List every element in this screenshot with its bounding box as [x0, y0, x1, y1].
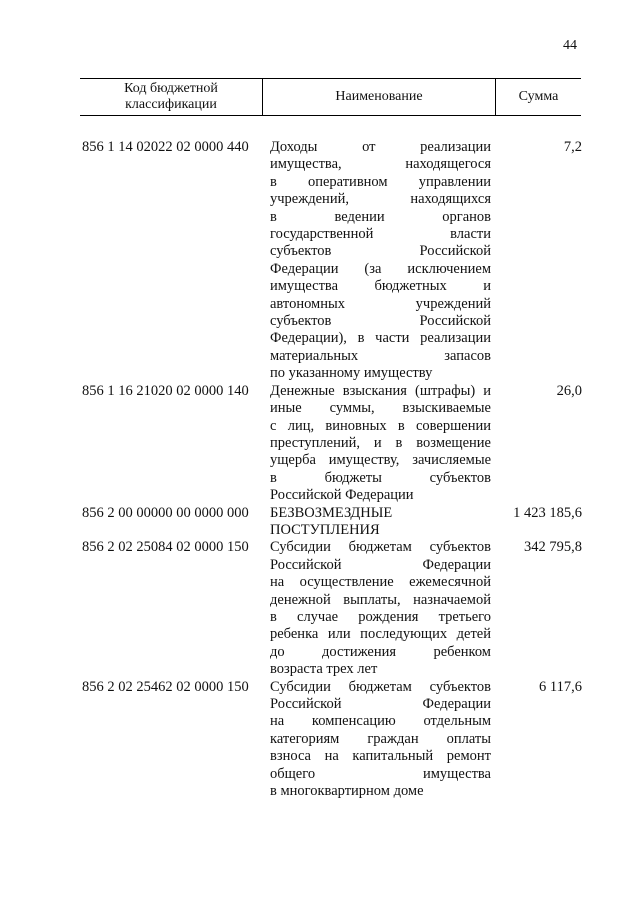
budget-code: 856 2 00 00000 00 0000 000 — [82, 504, 249, 521]
table-row — [0, 679, 640, 801]
item-name-line: на компенсацию отдельным — [270, 713, 491, 730]
item-name-line: преступлений, и в возмещение — [270, 434, 491, 451]
item-name-line: ПОСТУПЛЕНИЯ — [270, 521, 380, 538]
header-code-line2: классификации — [125, 97, 217, 112]
item-name-line: в случае рождения третьего — [270, 608, 491, 625]
table-row — [0, 139, 640, 383]
item-name — [270, 383, 491, 505]
item-name-line: до достижения ребенком — [270, 643, 491, 660]
item-name-line: Субсидии бюджетам субъектов — [270, 539, 491, 556]
item-sum: 1 423 185,6 — [513, 504, 582, 521]
item-sum: 7,2 — [563, 139, 582, 155]
item-name-line: по указанному имуществу — [270, 365, 433, 382]
table-body — [0, 139, 640, 800]
item-name-line: имущества, находящегося — [270, 156, 491, 173]
item-name — [270, 505, 491, 540]
item-name-line: субъектов Российской — [270, 313, 491, 330]
item-name-line: взноса на капитальный ремонт — [270, 748, 491, 765]
item-name-line: категориям граждан оплаты — [270, 730, 491, 747]
item-name-line: БЕЗВОЗМЕЗДНЫЕ — [270, 504, 393, 521]
item-name — [270, 539, 491, 678]
page-number: 44 — [563, 38, 577, 53]
table-row — [0, 505, 640, 540]
item-name-line: материальных запасов — [270, 347, 491, 364]
item-name-line: Российской Федерации — [270, 487, 414, 504]
header-code — [80, 79, 263, 115]
item-name-line: Федерации), в части реализации — [270, 330, 491, 347]
item-name-line: в многоквартирном доме — [270, 783, 424, 800]
item-name-line: иные суммы, взыскиваемые — [270, 400, 491, 417]
table-row — [0, 383, 640, 505]
item-name-line: Субсидии бюджетам субъектов — [270, 678, 491, 695]
budget-code: 856 1 16 21020 02 0000 140 — [82, 382, 249, 399]
item-name-line: в ведении органов — [270, 208, 491, 225]
item-sum: 26,0 — [556, 382, 582, 399]
item-name-line: Федерации (за исключением — [270, 260, 491, 277]
item-name-line: ребенка или последующих детей — [270, 626, 491, 643]
item-name-line: в оперативном управлении — [270, 173, 491, 190]
item-name — [270, 139, 491, 383]
budget-code: 856 2 02 25084 02 0000 150 — [82, 539, 249, 556]
item-sum: 6 117,6 — [539, 678, 582, 695]
header-name: Наименование — [263, 79, 496, 115]
item-name-line: субъектов Российской — [270, 243, 491, 260]
item-name-line: Российской Федерации — [270, 696, 491, 712]
item-name-line: возраста трех лет — [270, 661, 378, 678]
header-code-line1: Код бюджетной — [124, 81, 218, 96]
budget-code: 856 1 14 02022 02 0000 440 — [82, 139, 249, 155]
item-name-line: Российской Федерации — [270, 556, 491, 573]
item-name-line: на осуществление ежемесячной — [270, 574, 491, 591]
budget-code: 856 2 02 25462 02 0000 150 — [82, 678, 249, 695]
table-row — [0, 539, 640, 678]
item-name-line: учреждений, находящихся — [270, 191, 491, 208]
item-name-line: денежной выплаты, назначаемой — [270, 591, 491, 608]
item-name-line: Доходы от реализации — [270, 139, 491, 155]
item-name-line: в бюджеты субъектов — [270, 469, 491, 486]
item-name-line: имущества бюджетных и — [270, 278, 491, 295]
item-name-line: Денежные взыскания (штрафы) и — [270, 382, 491, 399]
item-name-line: общего имущества — [270, 765, 491, 782]
item-name-line: автономных учреждений — [270, 295, 491, 312]
item-sum: 342 795,8 — [524, 539, 582, 556]
header-sum: Сумма — [518, 89, 559, 104]
item-name-line: с лиц, виновных в совершении — [270, 417, 491, 434]
item-name-line: ущерба имуществу, зачисляемые — [270, 452, 491, 469]
item-name-line: государственной власти — [270, 226, 491, 243]
item-name — [270, 679, 491, 801]
table-header — [80, 78, 581, 116]
